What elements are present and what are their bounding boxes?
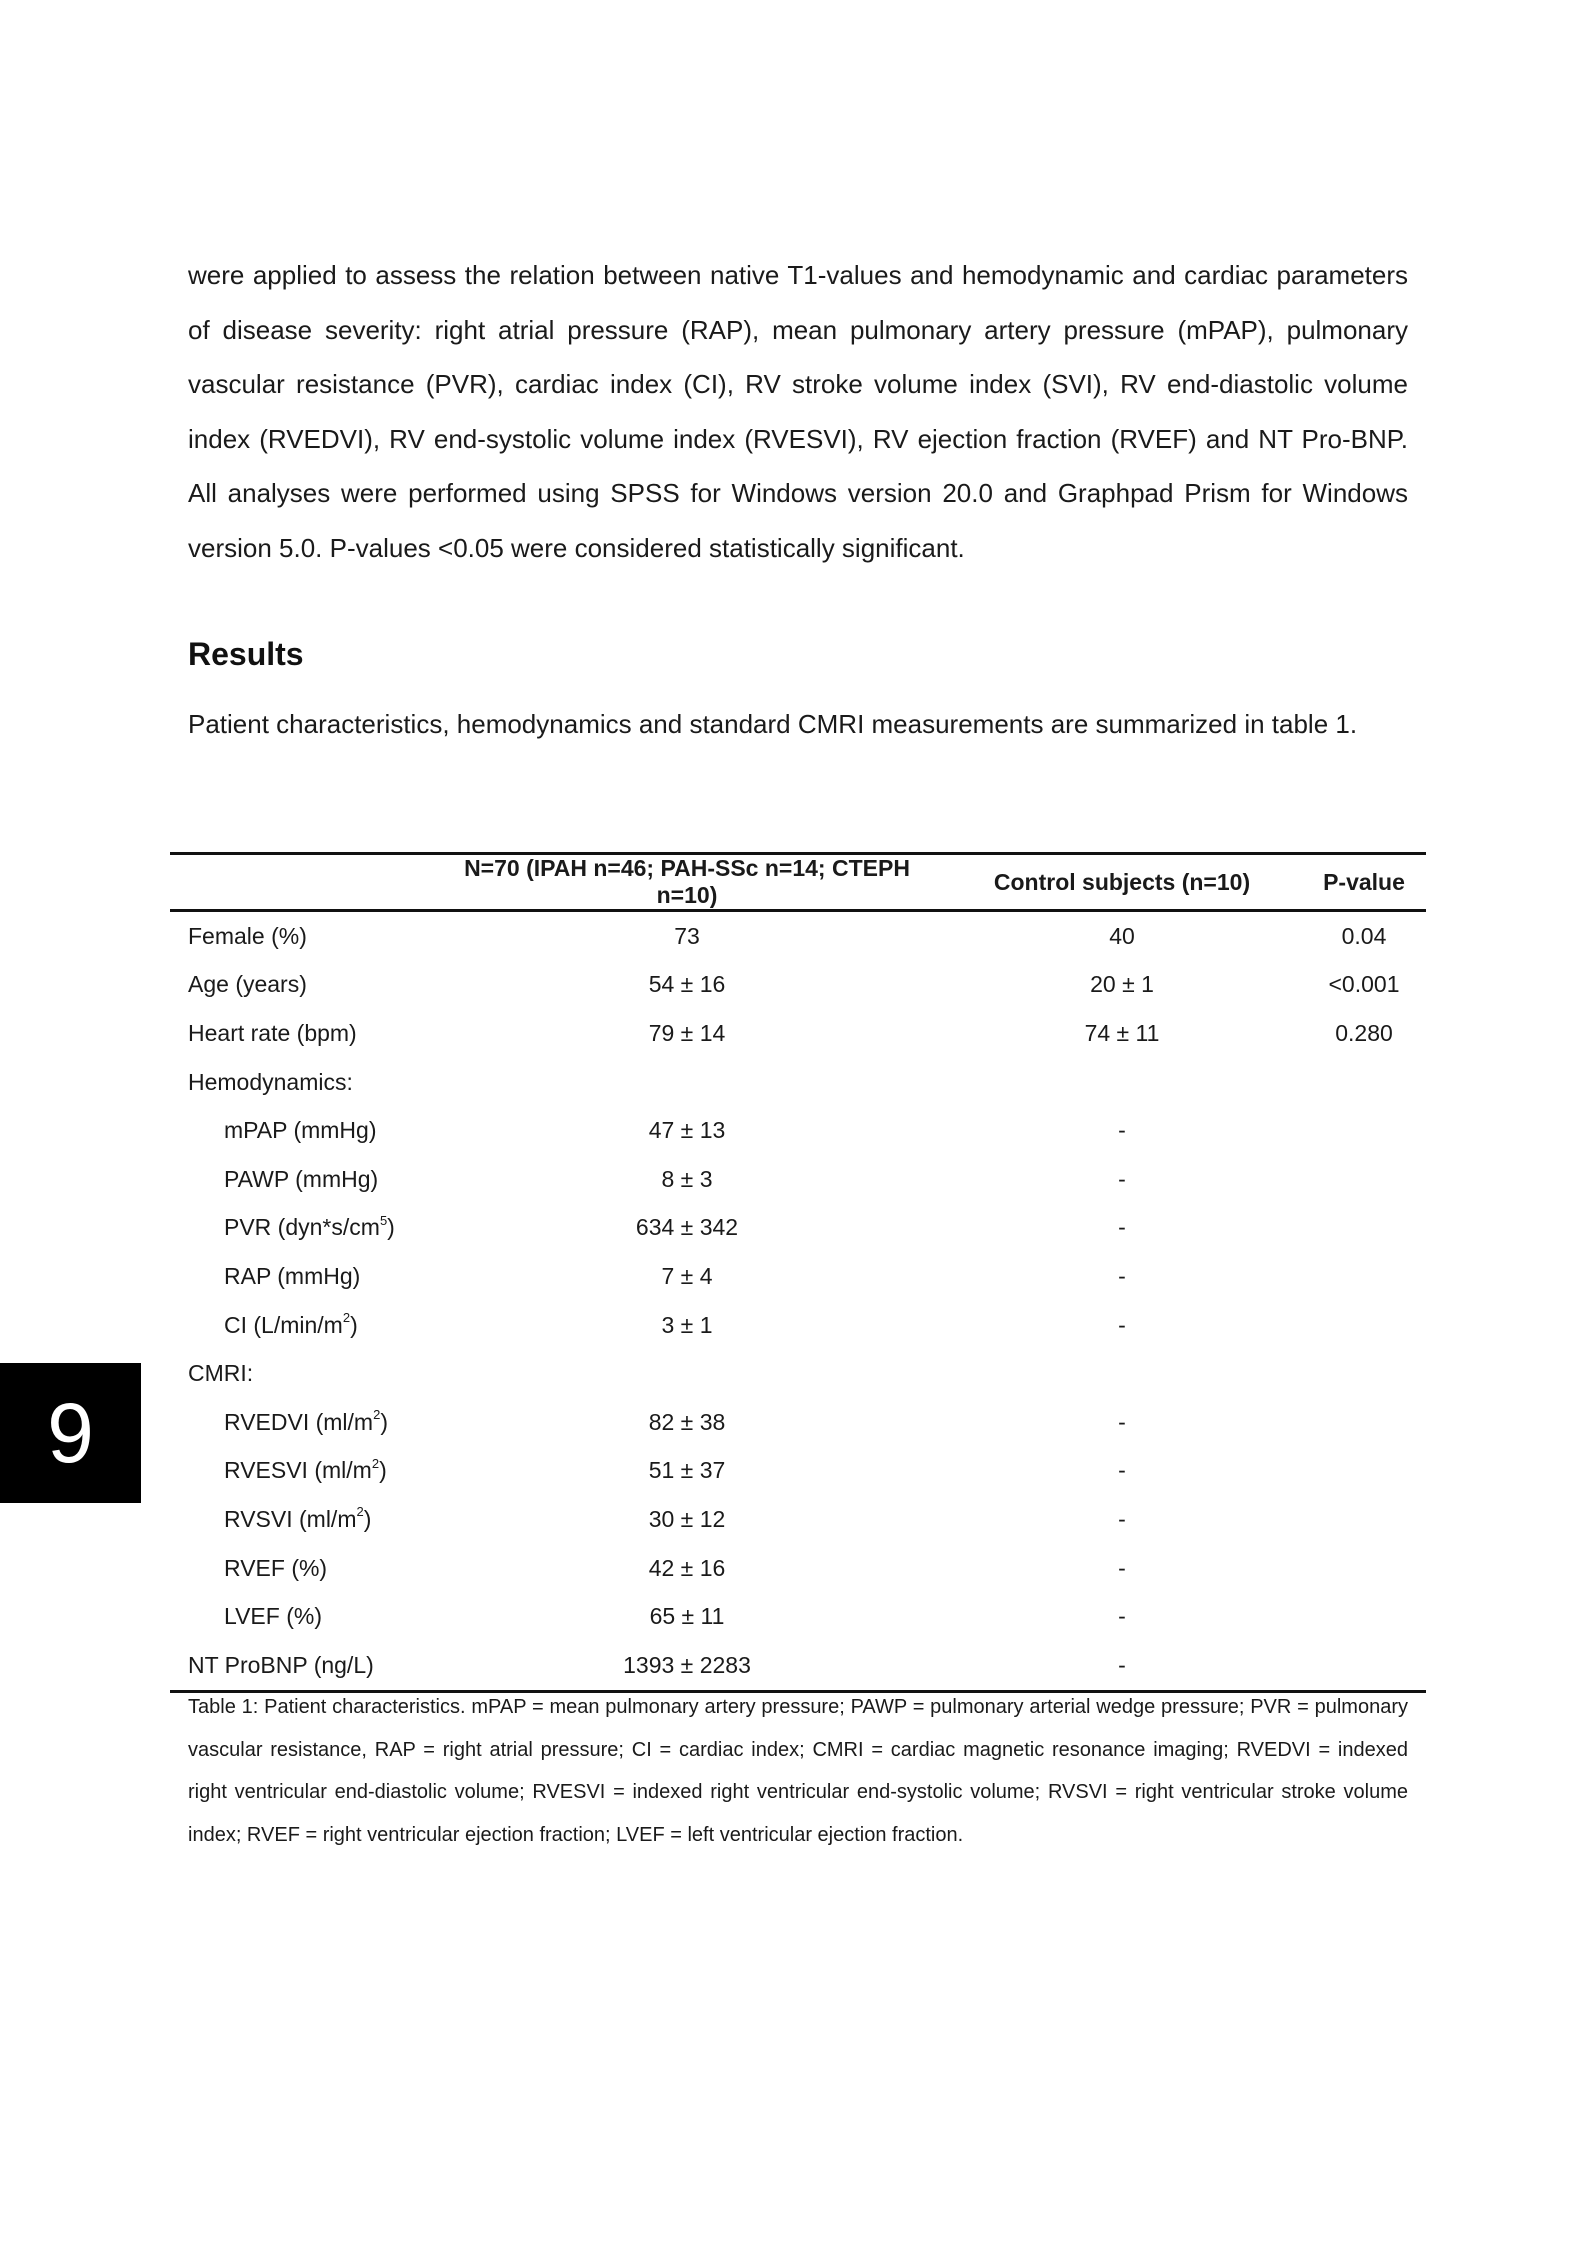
- control-value: -: [1118, 1505, 1126, 1532]
- row-label-superscript: 2: [373, 1407, 381, 1423]
- p-value: 0.04: [1341, 922, 1387, 949]
- header-p-value: P-value: [1323, 868, 1405, 895]
- patient-characteristics-table: [170, 852, 1426, 1693]
- patient-group-value: 51 ± 37: [648, 1457, 726, 1484]
- row-label-superscript: 2: [356, 1504, 364, 1520]
- table-row: [170, 1106, 1426, 1155]
- control-value: -: [1118, 1651, 1126, 1678]
- table-header-row: [170, 854, 1426, 911]
- row-label-close: ): [363, 1505, 372, 1532]
- p-value: [1302, 1398, 1426, 1447]
- row-label-text: NT ProBNP (ng/L): [188, 1651, 374, 1678]
- table-row: [170, 911, 1426, 961]
- patient-group-value: 634 ± 342: [635, 1214, 739, 1241]
- row-label-text: RVEF (%): [224, 1554, 328, 1581]
- row-label: [170, 1592, 432, 1641]
- row-label-text: Female (%): [188, 922, 307, 949]
- p-value: [1302, 1301, 1426, 1350]
- table-caption: Table 1: Patient characteristics. mPAP = mean pulmonary artery pressure; PAWP = pulmonary arterial wedge pressure; PVR = pulmonary vascular resistance, RAP = right atrial pressure; CI = cardiac index; CMRI = cardiac magnetic resonance imaging; RVEDVI = indexed right ventricular end-diastolic volume; RVESVI = indexed right ventricular end-systolic volume; RVSVI = right ventricular stroke volume index; RVEF = right ventricular ejection fraction; LVEF = left ventricular ejection fraction.: [188, 1696, 1408, 1846]
- patient-group-value: 30 ± 12: [648, 1505, 726, 1532]
- patient-group-value: [432, 1349, 942, 1398]
- p-value: [1302, 1447, 1426, 1496]
- row-label: [170, 1495, 432, 1544]
- row-label: [170, 1544, 432, 1593]
- table-row: [170, 1252, 1426, 1301]
- row-label-text: PAWP (mmHg): [224, 1165, 379, 1192]
- row-label: [170, 1447, 432, 1496]
- patient-group-value: 8 ± 3: [661, 1165, 713, 1192]
- control-value: -: [1118, 1165, 1126, 1192]
- row-label-text: mPAP (mmHg): [224, 1117, 377, 1144]
- patient-group-value: 54 ± 16: [648, 971, 726, 998]
- p-value: [1302, 1592, 1426, 1641]
- row-label: [170, 1106, 432, 1155]
- row-label-text: Age (years): [188, 971, 307, 998]
- table-row: [170, 1058, 1426, 1107]
- chapter-number-tab: [0, 1363, 141, 1503]
- table-row: [170, 1398, 1426, 1447]
- methods-paragraph: were applied to assess the relation between native T1-values and hemodynamic and cardiac parameters of disease severity: right atrial pressure (RAP), mean pulmonary artery pressure (mPAP), pulmonary vascular resistance (PVR), cardiac index (CI), RV stroke volume index (SVI), RV end-diastolic volume index (RVEDVI), RV end-systolic volume index (RVESVI), RV ejection fraction (RVEF) and NT Pro-BNP. All analyses were performed using SPSS for Windows version 20.0 and Graphpad Prism for Windows version 5.0. P-values <0.05 were considered statistically significant.: [188, 260, 1408, 563]
- patient-group-value: 7 ± 4: [661, 1262, 713, 1289]
- control-value: -: [1118, 1117, 1126, 1144]
- row-label-text: Hemodynamics:: [188, 1068, 353, 1095]
- table-row: [170, 1301, 1426, 1350]
- row-label-text: RVEDVI (ml/m: [224, 1408, 374, 1435]
- row-label: [170, 1204, 432, 1253]
- table-row: [170, 1641, 1426, 1691]
- patient-group-value: 82 ± 38: [648, 1408, 726, 1435]
- results-heading: Results: [188, 636, 304, 672]
- table-body: [170, 911, 1426, 1692]
- table-row: [170, 1204, 1426, 1253]
- row-label-superscript: 5: [379, 1212, 388, 1228]
- p-value: [1302, 1349, 1426, 1398]
- chapter-number: 9: [47, 1385, 94, 1480]
- control-value: -: [1118, 1262, 1126, 1289]
- row-label-text: LVEF (%): [224, 1603, 322, 1630]
- patient-group-value: 1393 ± 2283: [623, 1651, 751, 1678]
- row-label-text: RVESVI (ml/m: [224, 1457, 372, 1484]
- table-row: [170, 1447, 1426, 1496]
- p-value: [1302, 1155, 1426, 1204]
- p-value: [1302, 1106, 1426, 1155]
- row-label-close: ): [350, 1311, 358, 1338]
- patient-group-value: 42 ± 16: [648, 1554, 726, 1581]
- row-label: [170, 1009, 432, 1058]
- header-control-subjects: Control subjects (n=10): [993, 868, 1251, 895]
- results-paragraph: Patient characteristics, hemodynamics and standard CMRI measurements are summarized in table 1.: [188, 709, 1358, 739]
- row-label-superscript: 2: [371, 1455, 380, 1471]
- p-value: [1302, 1204, 1426, 1253]
- table-row: [170, 1544, 1426, 1593]
- control-value: -: [1118, 1408, 1126, 1435]
- patient-group-value: 3 ± 1: [661, 1311, 713, 1338]
- row-label-text: CI (L/min/m: [224, 1311, 343, 1338]
- control-value: -: [1118, 1603, 1126, 1630]
- row-label-text: CMRI:: [188, 1360, 254, 1387]
- row-label-text: Heart rate (bpm): [188, 1019, 357, 1046]
- row-label: [170, 1349, 432, 1398]
- p-value: <0.001: [1328, 971, 1400, 998]
- row-label-close: ): [379, 1457, 387, 1484]
- row-label: [170, 1301, 432, 1350]
- row-label: [170, 1252, 432, 1301]
- patient-group-value: 73: [674, 922, 700, 949]
- row-label: [170, 1058, 432, 1107]
- header-label: [170, 854, 432, 911]
- table-row: [170, 961, 1426, 1010]
- table-row: [170, 1592, 1426, 1641]
- control-value: -: [1118, 1311, 1126, 1338]
- row-label: [170, 1641, 432, 1691]
- row-label-close: ): [380, 1408, 388, 1435]
- p-value: [1302, 1495, 1426, 1544]
- p-value: [1302, 1544, 1426, 1593]
- table-row: [170, 1155, 1426, 1204]
- header-patient-group: N=70 (IPAH n=46; PAH-SSc n=14; CTEPH n=10): [464, 855, 910, 908]
- row-label-close: ): [387, 1214, 395, 1241]
- row-label-superscript: 2: [342, 1309, 351, 1325]
- table-row: [170, 1349, 1426, 1398]
- table-row: [170, 1009, 1426, 1058]
- control-value: 74 ± 11: [1084, 1019, 1160, 1046]
- row-label-text: PVR (dyn*s/cm: [224, 1214, 380, 1241]
- patient-group-value: [432, 1058, 942, 1107]
- patient-group-value: 79 ± 14: [648, 1019, 726, 1046]
- p-value: [1302, 1252, 1426, 1301]
- control-value: 20 ± 1: [1090, 971, 1154, 998]
- row-label: [170, 961, 432, 1010]
- row-label: [170, 1155, 432, 1204]
- p-value: [1302, 1641, 1426, 1691]
- control-value: [942, 1058, 1302, 1107]
- p-value: [1302, 1058, 1426, 1107]
- control-value: -: [1118, 1457, 1126, 1484]
- p-value: 0.280: [1335, 1019, 1393, 1046]
- control-value: 40: [1109, 922, 1135, 949]
- table-row: [170, 1495, 1426, 1544]
- row-label: [170, 911, 432, 961]
- control-value: -: [1118, 1554, 1126, 1581]
- row-label-text: RVSVI (ml/m: [224, 1505, 357, 1532]
- row-label: [170, 1398, 432, 1447]
- patient-group-value: 47 ± 13: [648, 1117, 726, 1144]
- row-label-text: RAP (mmHg): [224, 1262, 361, 1289]
- patient-group-value: 65 ± 11: [649, 1603, 725, 1630]
- control-value: [942, 1349, 1302, 1398]
- control-value: -: [1118, 1214, 1126, 1241]
